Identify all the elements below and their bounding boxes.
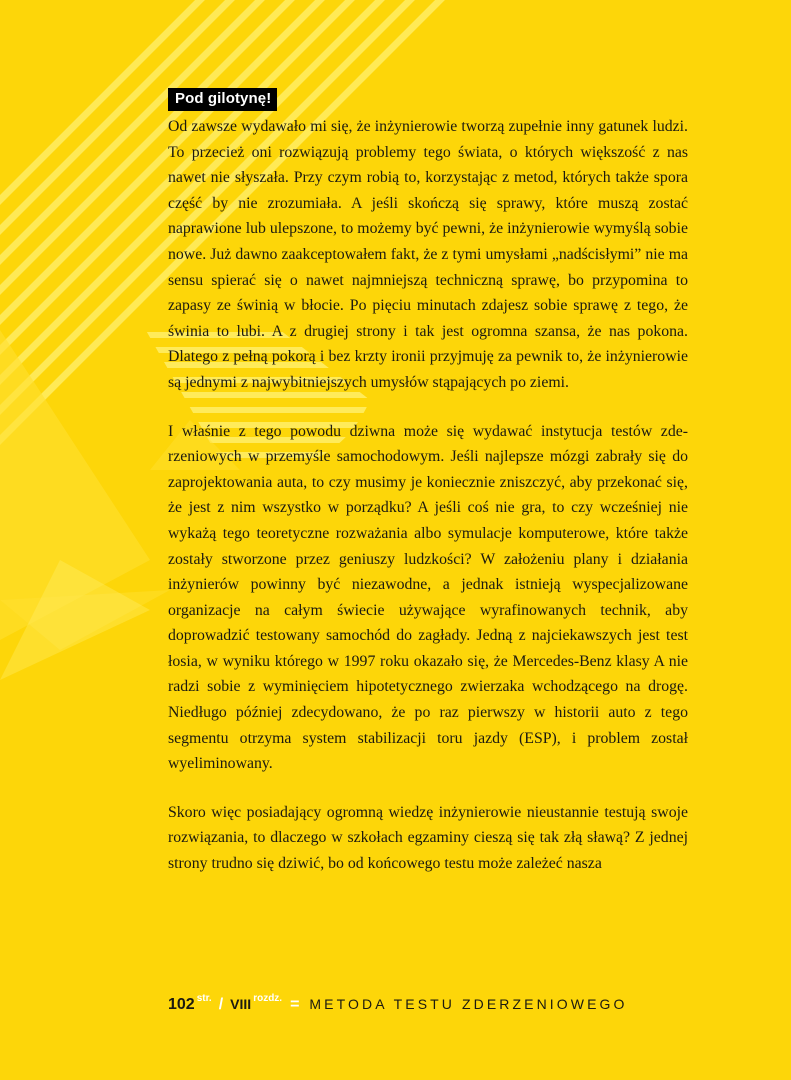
section-heading-wrap xyxy=(168,88,688,114)
chapter-number-label: rozdz. xyxy=(253,993,283,1004)
page-number: 102 xyxy=(168,996,195,1013)
chapter-title: METODA TESTU ZDERZENIOWEGO xyxy=(309,996,628,1012)
chapter-number: VIII xyxy=(230,996,252,1012)
paragraph-3: Skoro więc posiadający ogromną wiedzę inżynierowie nieustannie testują swoje rozwiązania, to dlaczego w szkołach egzaminy cieszą się tak złą sławą? Z jednej strony trudno się dziwić, bo od końcowego testu może zależeć nasza xyxy=(168,803,688,873)
footer-equals-sign: = xyxy=(290,996,300,1013)
section-heading: Pod gilotynę! xyxy=(168,88,277,111)
paragraph-1: Od zawsze wydawało mi się, że inżynierowie tworzą zupełnie inny gatunek ludzi. To przecież oni rozwiązują problemy tego świata, o których większość z nas nawet nie słyszała. Przy czym robią to, korzystając z metod, których także spora część by nie zrozumiała. A jeśli skończą się sprawy, które muszą zostać naprawione lub ulepszone, to możemy być pewni, że inżynierowie wymyślą sobie nowe. Już dawno zaakceptowałem fakt, że z tymi umysłami „nadścisłymi” nie ma sensu spierać się o nawet najmniejszą techniczną sprawę, bo przypomina to zapasy ze świnią w błocie. Po pięciu minutach zdajesz sobie sprawę z tego, że świnia to lubi. A z drugiej strony i tak jest ogromna szansa, że nas pokona. Dlatego z pełną pokorą i bez krzty ironii przyjmuję za pewnik to, że inżynierowie są jednymi z najwybitniejszych umysłów stąpających po ziemi. xyxy=(168,118,688,391)
page-content xyxy=(168,88,688,900)
page-number-label: str. xyxy=(196,993,212,1004)
page-footer xyxy=(168,993,628,1014)
paragraph-2: I właśnie z tego powodu dziwna może się wydawać instytucja testów zderzeniowych w przemyśle samochodowym. Jeśli najlepsze mózgi zabrały się do zaprojektowania auta, to czy musimy je koniecznie zniszczyć, aby przekonać się, że jest z nim wszystko w porządku? A jeśli coś nie gra, to czy wcześniej nie wykażą tego teoretyczne rozważania albo symulacje komputerowe, które także zostały stworzone przez geniuszy ludzkości? W założeniu plany i działania inżynierów powinny być niezawodne, a jednak istnieją wyspecjalizowane organizacje na całym świecie używające wyrafinowanych technik, aby doprowadzić testowany samochód do zagłady. Jedną z najciekawszych jest test łosia, w wyniku którego w 1997 roku okazało się, że Mercedes-Benz klasy A nie radzi sobie z wyminięciem hipotetycznego zwierzaka wchodzącego na drogę. Niedługo później zdecydowano, że po raz pierwszy w historii auto z tego segmentu otrzyma system stabilizacji toru jazdy (ESP), i problem został wyeliminowany. xyxy=(168,422,688,773)
footer-separator: / xyxy=(218,996,224,1013)
